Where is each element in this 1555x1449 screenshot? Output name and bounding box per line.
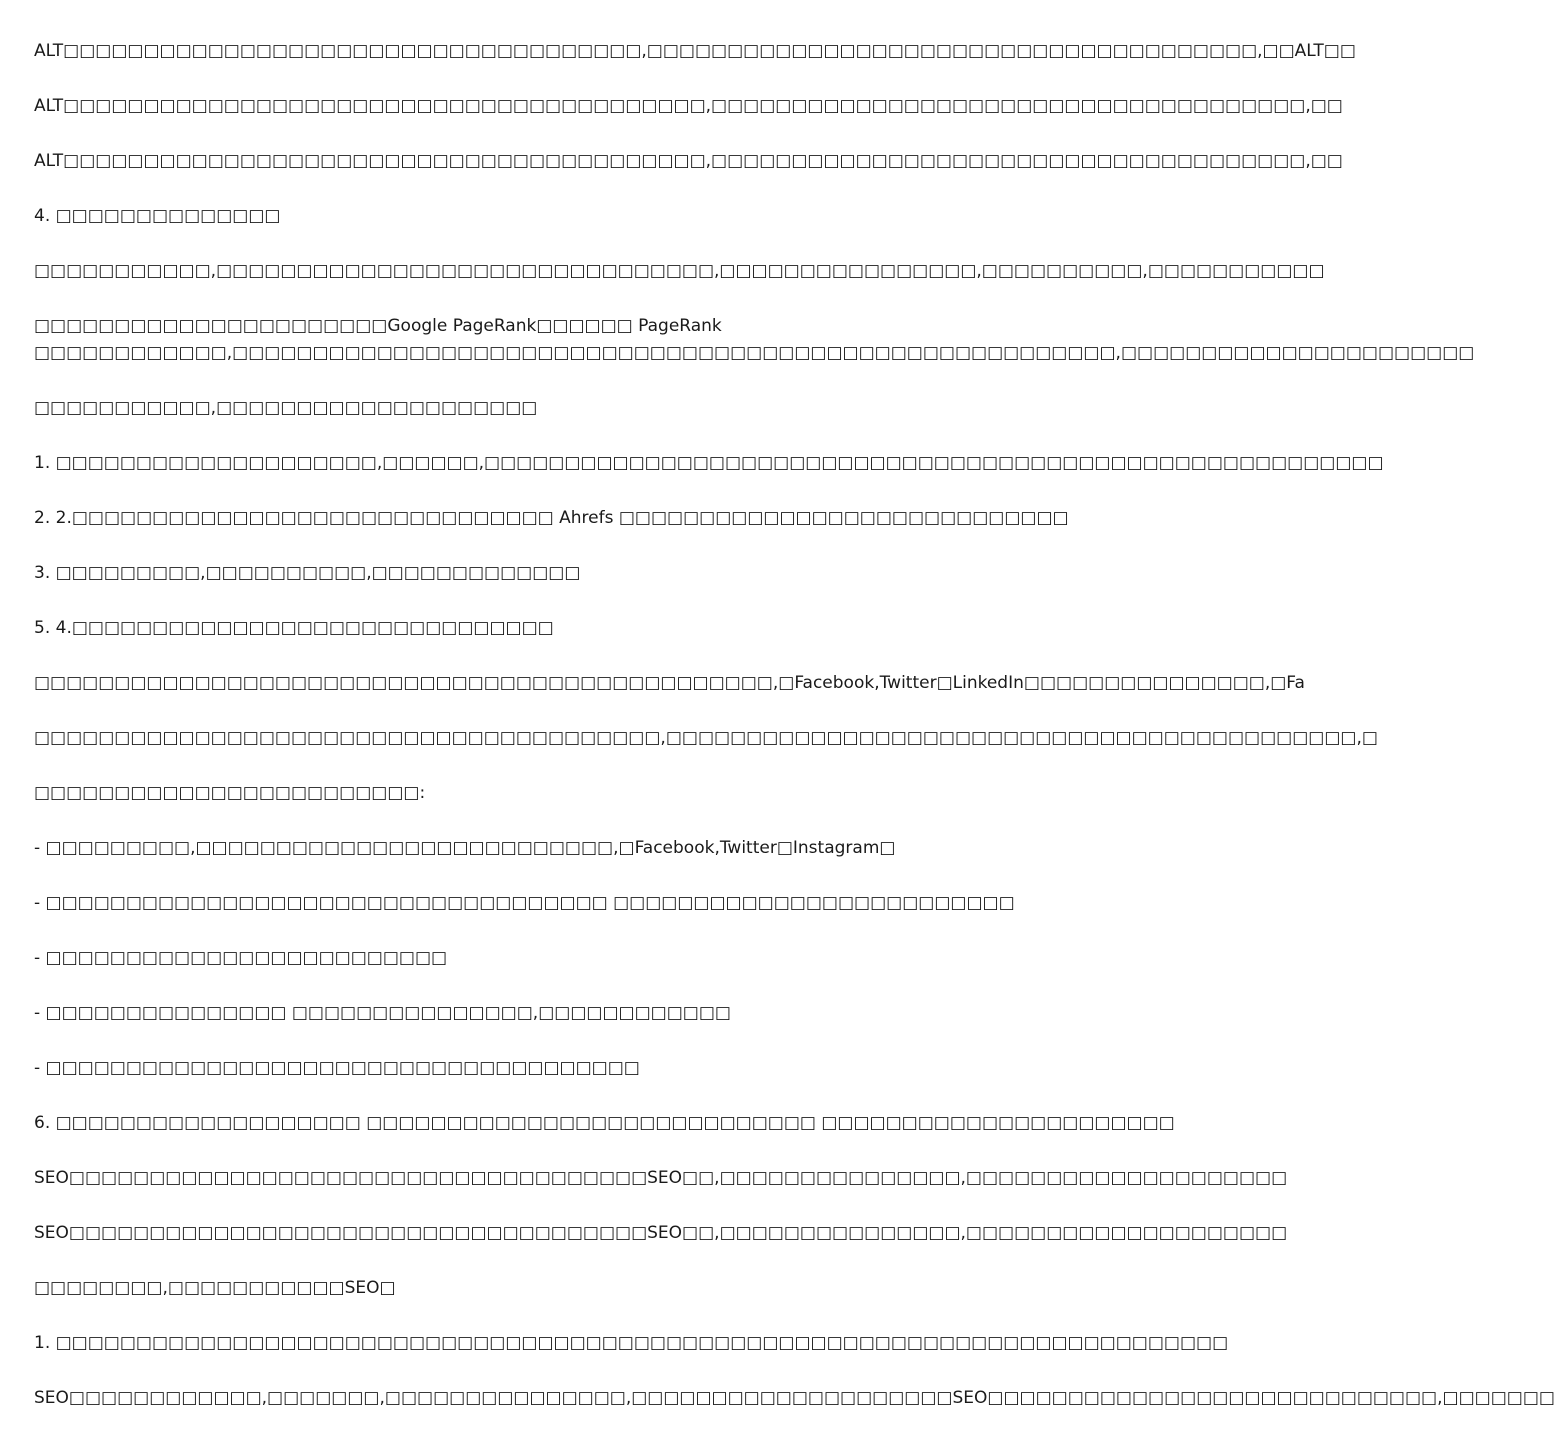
paragraph: SEO□□□□□□□□□□□□□□□□□□□□□□□□□□□□□□□□□□□□SEO□□,□□□□□□□□□□□□□□□,□□□□□□□□□□□□□□□□□□□□ — [34, 1223, 1288, 1243]
paragraph: □□□□□□□□□□□,□□□□□□□□□□□□□□□□□□□□ — [34, 398, 538, 418]
paragraph-pagerank — [34, 313, 1475, 367]
section-heading: 6. □□□□□□□□□□□□□□□□□□□ □□□□□□□□□□□□□□□□□□□□□□□□□□□□ □□□□□□□□□□□□□□□□□□□□□□ — [34, 1113, 1175, 1133]
paragraph: SEO□□□□□□□□□□□□□□□□□□□□□□□□□□□□□□□□□□□□SEO□□,□□□□□□□□□□□□□□□,□□□□□□□□□□□□□□□□□□□□ — [34, 1168, 1288, 1188]
paragraph: SEO□□□□□□□□□□□□,□□□□□□□,□□□□□□□□□□□□□□□,□□□□□□□□□□□□□□□□□□□□SEO□□□□□□□□□□□□□□□□□□□□□□□□□□□□,□□□□□□□ — [34, 1388, 1555, 1408]
bullet-item: - □□□□□□□□□□□□□□□□□□□□□□□□□□□□□□□□□□□ □□□□□□□□□□□□□□□□□□□□□□□□□ — [34, 893, 1015, 913]
paragraph: ALT□□□□□□□□□□□□□□□□□□□□□□□□□□□□□□□□□□□□□□□□,□□□□□□□□□□□□□□□□□□□□□□□□□□□□□□□□□□□□□,□□ — [34, 96, 1343, 116]
list-item: 1. □□□□□□□□□□□□□□□□□□□□□□□□□□□□□□□□□□□□□□□□□□□□□□□□□□□□□□□□□□□□□□□□□□□□□□□□□ — [34, 1333, 1229, 1353]
section-heading: 5. 4.□□□□□□□□□□□□□□□□□□□□□□□□□□□□□□ — [34, 618, 554, 638]
bullet-item: - □□□□□□□□□□□□□□□ □□□□□□□□□□□□□□□,□□□□□□□□□□□□ — [34, 1003, 731, 1023]
paragraph-line: □□□□□□□□□□□□□□□□□□□□□□Google PageRank□□□□□□ PageRank — [34, 316, 722, 336]
paragraph: □□□□□□□□□□□,□□□□□□□□□□□□□□□□□□□□□□□□□□□□□□□,□□□□□□□□□□□□□□□□,□□□□□□□□□□,□□□□□□□□□□□ — [34, 261, 1325, 281]
paragraph-line: □□□□□□□□□□□□,□□□□□□□□□□□□□□□□□□□□□□□□□□□□□□□□□□□□□□□□□□□□□□□□□□□□□□□,□□□□□□□□□□□□□□□□□□□□□□ — [34, 343, 1475, 363]
paragraph: □□□□□□□□,□□□□□□□□□□□SEO□ — [34, 1278, 396, 1298]
paragraph: □□□□□□□□□□□□□□□□□□□□□□□□: — [34, 783, 426, 803]
bullet-item: - □□□□□□□□□□□□□□□□□□□□□□□□□□□□□□□□□□□□□ — [34, 1058, 640, 1078]
list-item: 3. □□□□□□□□□,□□□□□□□□□□,□□□□□□□□□□□□□ — [34, 563, 581, 583]
list-item: 2. 2.□□□□□□□□□□□□□□□□□□□□□□□□□□□□□□ Ahrefs □□□□□□□□□□□□□□□□□□□□□□□□□□□□ — [34, 508, 1069, 528]
list-item: 1. □□□□□□□□□□□□□□□□□□□□,□□□□□□,□□□□□□□□□□□□□□□□□□□□□□□□□□□□□□□□□□□□□□□□□□□□□□□□□□□□□□□□ — [34, 453, 1384, 473]
bullet-item: - □□□□□□□□□□□□□□□□□□□□□□□□□ — [34, 948, 448, 968]
document-body — [34, 38, 1555, 1440]
bullet-item: - □□□□□□□□□,□□□□□□□□□□□□□□□□□□□□□□□□□□,□Facebook,Twitter□Instagram□ — [34, 838, 896, 858]
paragraph: □□□□□□□□□□□□□□□□□□□□□□□□□□□□□□□□□□□□□□□□□□□□□□,□Facebook,Twitter□LinkedIn□□□□□□□□□□□□□□□,□Fa — [34, 673, 1305, 693]
paragraph: □□□□□□□□□□□□□□□□□□□□□□□□□□□□□□□□□□□□□□□,□□□□□□□□□□□□□□□□□□□□□□□□□□□□□□□□□□□□□□□□□□□,□ — [34, 728, 1378, 748]
paragraph: ALT□□□□□□□□□□□□□□□□□□□□□□□□□□□□□□□□□□□□,□□□□□□□□□□□□□□□□□□□□□□□□□□□□□□□□□□□□□□,□□ALT□□ — [34, 41, 1356, 61]
paragraph: ALT□□□□□□□□□□□□□□□□□□□□□□□□□□□□□□□□□□□□□□□□,□□□□□□□□□□□□□□□□□□□□□□□□□□□□□□□□□□□□□,□□ — [34, 151, 1343, 171]
section-heading: 4. □□□□□□□□□□□□□□ — [34, 206, 281, 226]
